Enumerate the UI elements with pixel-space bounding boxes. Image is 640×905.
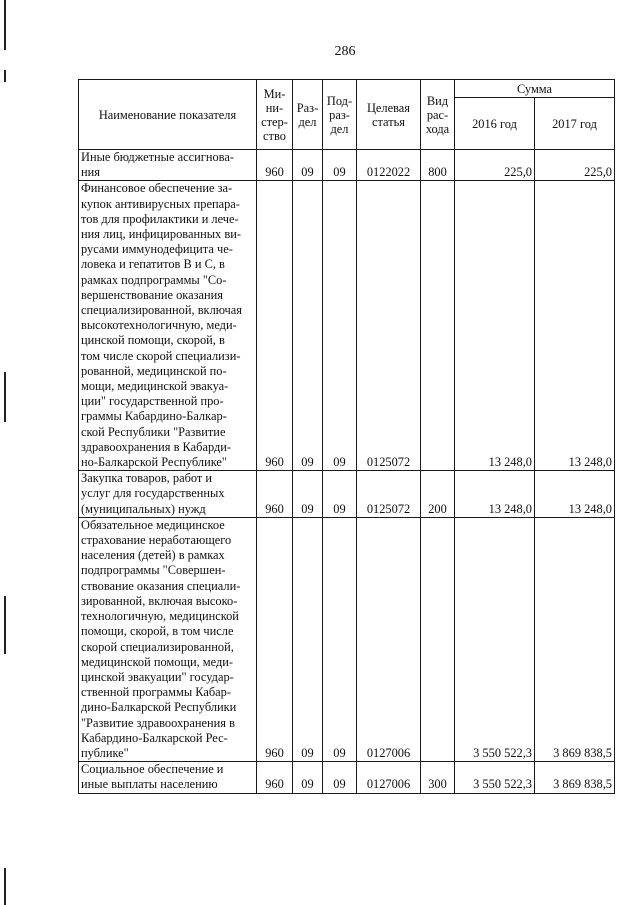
row-sum-2017: 3 869 838,5 <box>535 762 615 793</box>
row-name: Финансовое обеспечение за- купок антивирусных препара- тов для профилактики и лече- ния лиц, инфицированных ви- русами иммунодефицита че- ловека и гепатитов В и С, в рамках подпрограммы "Со- вершенствование оказания специализированной, включая высокотехнологичную, меди- цинской помощи, скорой, в том числе скорой специализи- рованной, медицинской по- мощи, медицинской эвакуа- ции" государственной про- граммы Кабардино-Балкар- ской Республики "Развитие здравоохранения в Кабарди- но-Балкарской Республике" <box>79 181 257 471</box>
table-row <box>79 181 615 471</box>
row-expense-type <box>421 181 455 471</box>
header-name: Наименование показателя <box>79 80 257 150</box>
row-ministry: 960 <box>257 762 293 793</box>
row-target: 0125072 <box>357 471 421 518</box>
row-sum-2017: 3 869 838,5 <box>535 517 615 761</box>
header-target-article: Целевая статья <box>357 80 421 150</box>
scan-edge-mark <box>4 70 6 82</box>
row-expense-type: 300 <box>421 762 455 793</box>
row-section: 09 <box>293 471 323 518</box>
header-year-2016: 2016 год <box>455 98 535 150</box>
row-expense-type: 200 <box>421 471 455 518</box>
table-row <box>79 762 615 793</box>
row-subsection: 09 <box>323 517 357 761</box>
row-ministry: 960 <box>257 517 293 761</box>
row-sum-2016: 3 550 522,3 <box>455 517 535 761</box>
row-section: 09 <box>293 517 323 761</box>
row-subsection: 09 <box>323 150 357 181</box>
budget-table <box>78 79 615 794</box>
row-subsection: 09 <box>323 471 357 518</box>
row-section: 09 <box>293 762 323 793</box>
row-name: Закупка товаров, работ и услуг для государственных (муниципальных) нужд <box>79 471 257 518</box>
table-row <box>79 471 615 518</box>
row-ministry: 960 <box>257 150 293 181</box>
scan-edge-mark <box>4 596 6 654</box>
scan-edge-mark <box>4 372 6 422</box>
row-target: 0125072 <box>357 181 421 471</box>
row-expense-type <box>421 517 455 761</box>
row-name: Обязательное медицинское страхование неработающего населения (детей) в рамках подпрограммы "Совершен- ствование оказания специали- зированной, включая высоко- технологичную, медицинской помощи, скорой, в том числе скорой специализированной, медицинской помощи, меди- цинской эвакуации" государ- ственной программы Кабар- дино-Балкарской Республики "Развитие здравоохранения в Кабардино-Балкарской Рес- публике" <box>79 517 257 761</box>
scan-edge-mark <box>4 0 6 50</box>
row-section: 09 <box>293 150 323 181</box>
table-row <box>79 517 615 761</box>
row-name: Социальное обеспечение и иные выплаты населению <box>79 762 257 793</box>
row-name: Иные бюджетные ассигнова- ния <box>79 150 257 181</box>
row-section: 09 <box>293 181 323 471</box>
row-target: 0127006 <box>357 517 421 761</box>
row-subsection: 09 <box>323 181 357 471</box>
header-ministry: Ми- ни- стер- ство <box>257 80 293 150</box>
row-sum-2017: 13 248,0 <box>535 181 615 471</box>
scan-edge-mark <box>4 868 6 905</box>
header-section: Раз- дел <box>293 80 323 150</box>
header-subsection: Под- раз- дел <box>323 80 357 150</box>
row-sum-2017: 13 248,0 <box>535 471 615 518</box>
row-expense-type: 800 <box>421 150 455 181</box>
row-sum-2016: 225,0 <box>455 150 535 181</box>
header-sum: Сумма <box>455 80 615 98</box>
page-number: 286 <box>334 44 356 59</box>
row-target: 0122022 <box>357 150 421 181</box>
header-year-2017: 2017 год <box>535 98 615 150</box>
row-sum-2017: 225,0 <box>535 150 615 181</box>
header-expense-type: Вид рас- хода <box>421 80 455 150</box>
row-ministry: 960 <box>257 181 293 471</box>
row-sum-2016: 3 550 522,3 <box>455 762 535 793</box>
row-subsection: 09 <box>323 762 357 793</box>
row-target: 0127006 <box>357 762 421 793</box>
row-sum-2016: 13 248,0 <box>455 471 535 518</box>
row-ministry: 960 <box>257 471 293 518</box>
table-row <box>79 150 615 181</box>
row-sum-2016: 13 248,0 <box>455 181 535 471</box>
